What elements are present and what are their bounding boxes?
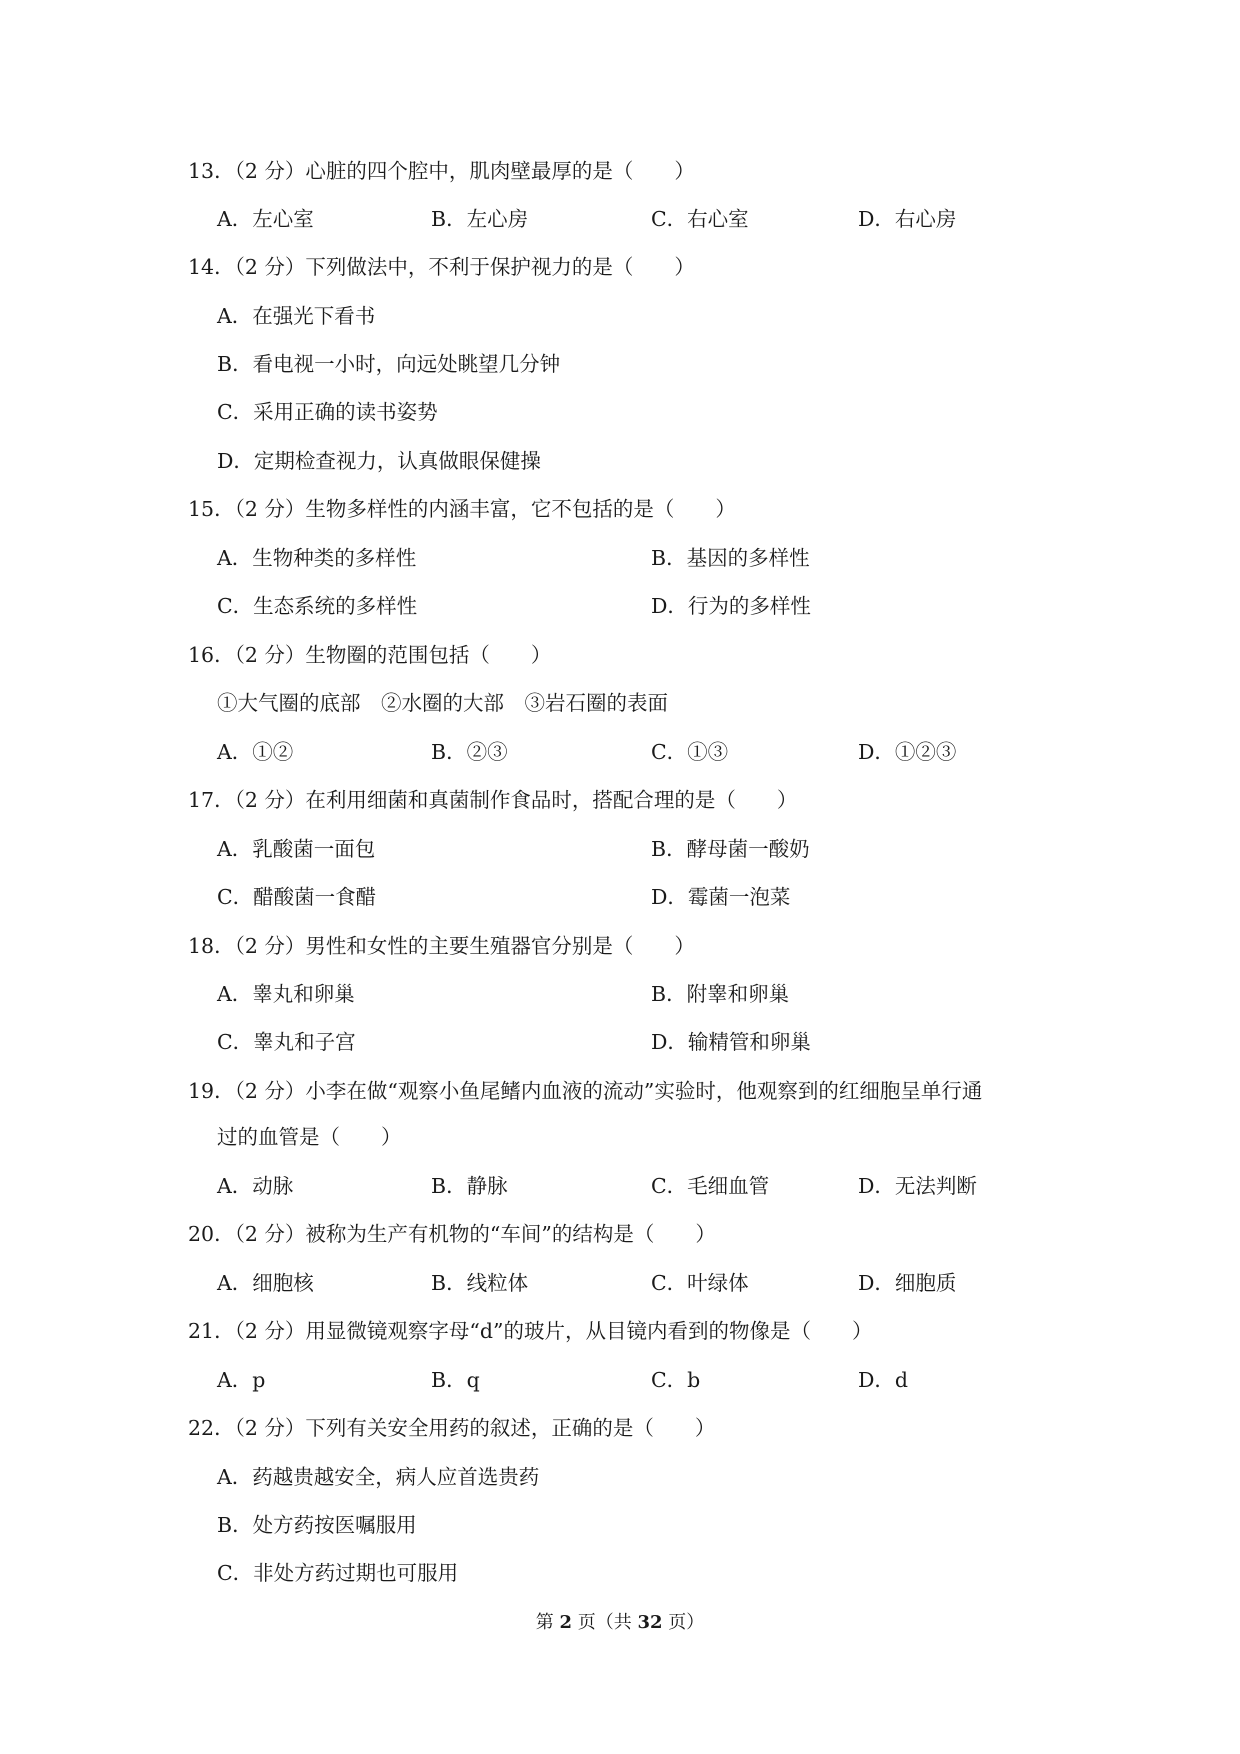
option-20-b: B．线粒体 <box>431 1271 529 1295</box>
question-15-stem: 15．（2 分）生物多样性的内涵丰富，它不包括的是（ ） <box>188 497 736 521</box>
option-20-a: A．细胞核 <box>217 1271 314 1295</box>
option-21-c: C．b <box>651 1368 701 1392</box>
option-13-a: A．左心室 <box>217 207 314 231</box>
option-22-a: A．药越贵越安全，病人应首选贵药 <box>217 1465 540 1489</box>
option-13-d: D．右心房 <box>858 207 957 231</box>
question-20-stem: 20．（2 分）被称为生产有机物的“车间”的结构是（ ） <box>188 1222 716 1246</box>
option-20-d: D．细胞质 <box>858 1271 957 1295</box>
question-16-stem: 16．（2 分）生物圈的范围包括（ ） <box>188 643 552 667</box>
option-15-b: B．基因的多样性 <box>651 546 810 570</box>
question-13-stem: 13．（2 分）心脏的四个腔中，肌肉壁最厚的是（ ） <box>188 159 695 183</box>
option-13-c: C．右心室 <box>651 207 749 231</box>
option-16-c: C．①③ <box>651 740 729 764</box>
option-18-b: B．附睾和卵巢 <box>651 982 790 1006</box>
option-16-d: D．①②③ <box>858 740 957 764</box>
option-13-b: B．左心房 <box>431 207 529 231</box>
option-14-d: D．定期检查视力，认真做眼保健操 <box>217 449 541 473</box>
option-15-c: C．生态系统的多样性 <box>217 594 418 618</box>
option-21-a: A．p <box>217 1368 266 1392</box>
option-18-a: A．睾丸和卵巢 <box>217 982 355 1006</box>
question-21-stem: 21．（2 分）用显微镜观察字母“d”的玻片，从目镜内看到的物像是（ ） <box>188 1319 873 1343</box>
footer-prefix: 第 <box>535 1612 554 1633</box>
option-22-b: B．处方药按医嘱服用 <box>217 1513 417 1537</box>
option-19-a: A．动脉 <box>217 1174 294 1198</box>
question-22-stem: 22．（2 分）下列有关安全用药的叙述，正确的是（ ） <box>188 1416 716 1440</box>
footer-middle: 页（共 <box>577 1612 632 1633</box>
question-19-stem-continued: 过的血管是（ ） <box>217 1125 402 1149</box>
option-20-c: C．叶绿体 <box>651 1271 749 1295</box>
page-footer <box>0 1610 1240 1636</box>
question-19-stem: 19．（2 分）小李在做“观察小鱼尾鳍内血液的流动”实验时，他观察到的红细胞呈单行通 <box>188 1079 983 1103</box>
option-17-c: C．醋酸菌一食醋 <box>217 885 377 909</box>
option-16-a: A．①② <box>217 740 294 764</box>
option-14-a: A．在强光下看书 <box>217 304 376 328</box>
option-14-c: C．采用正确的读书姿势 <box>217 400 438 424</box>
option-22-c: C．非处方药过期也可服用 <box>217 1561 459 1585</box>
option-18-d: D．输精管和卵巢 <box>651 1030 811 1054</box>
footer-total-pages: 32 <box>637 1612 663 1633</box>
option-19-d: D．无法判断 <box>858 1174 977 1198</box>
option-21-b: B．q <box>431 1368 480 1392</box>
option-15-d: D．行为的多样性 <box>651 594 811 618</box>
question-17-stem: 17．（2 分）在利用细菌和真菌制作食品时，搭配合理的是（ ） <box>188 788 798 812</box>
question-18-stem: 18．（2 分）男性和女性的主要生殖器官分别是（ ） <box>188 934 695 958</box>
option-19-b: B．静脉 <box>431 1174 508 1198</box>
footer-page-number: 2 <box>559 1612 572 1633</box>
option-21-d: D．d <box>858 1368 909 1392</box>
option-17-b: B．酵母菌一酸奶 <box>651 837 810 861</box>
question-16-statements: ①大气圈的底部 ②水圈的大部 ③岩石圈的表面 <box>217 691 668 715</box>
question-14-stem: 14．（2 分）下列做法中，不利于保护视力的是（ ） <box>188 255 695 279</box>
option-17-a: A．乳酸菌一面包 <box>217 837 376 861</box>
option-14-b: B．看电视一小时，向远处眺望几分钟 <box>217 352 561 376</box>
option-16-b: B．②③ <box>431 740 508 764</box>
option-17-d: D．霉菌一泡菜 <box>651 885 791 909</box>
option-18-c: C．睾丸和子宫 <box>217 1030 356 1054</box>
footer-suffix: 页） <box>668 1612 705 1633</box>
option-19-c: C．毛细血管 <box>651 1174 770 1198</box>
option-15-a: A．生物种类的多样性 <box>217 546 417 570</box>
